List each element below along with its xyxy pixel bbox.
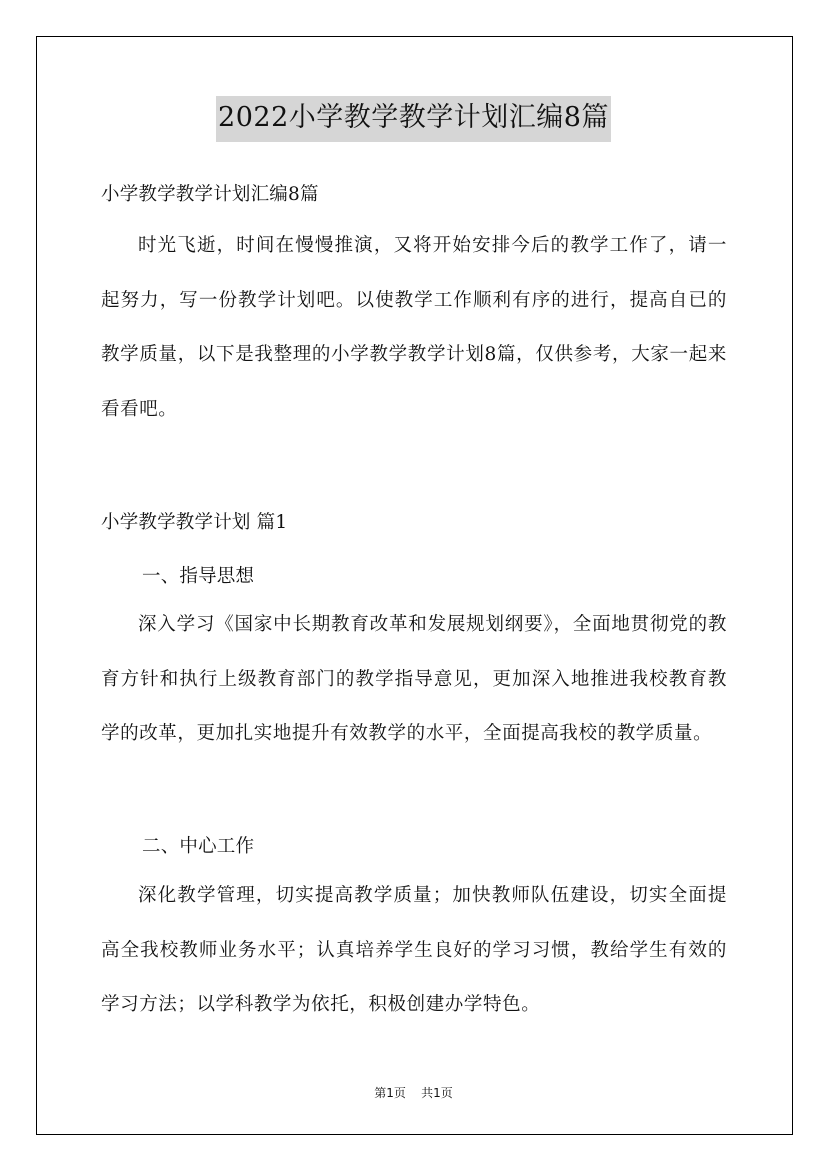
part-heading-guiding-thought: 一、指导思想 xyxy=(142,566,255,587)
part-heading-central-work: 二、中心工作 xyxy=(142,836,255,857)
page-total: 共1页 xyxy=(421,1086,453,1100)
document-title: 2022小学教学教学计划汇编8篇 xyxy=(216,96,611,142)
section-heading: 小学教学教学计划 篇1 xyxy=(101,512,288,533)
page-number: 第1页 xyxy=(374,1086,406,1100)
page-footer xyxy=(0,1084,827,1101)
intro-paragraph: 时光飞逝，时间在慢慢推演，又将开始安排今后的教学工作了，请一起努力，写一份教学计划吧。以使教学工作顺利有序的进行，提高自已的教学质量，以下是我整理的小学教学教学计划8篇，仅供参考，大家一起来看看吧。 xyxy=(101,235,727,420)
part-body-guiding-thought: 深入学习《国家中长期教育改革和发展规划纲要》，全面地贯彻党的教育方针和执行上级教育部门的教学指导意见，更加深入地推进我校教育教学的改革，更加扎实地提升有效教学的水平，全面提高我校的教学质量。 xyxy=(101,614,727,744)
title-container xyxy=(0,96,827,142)
part-body-central-work: 深化教学管理，切实提高教学质量；加快教师队伍建设，切实全面提高全我校教师业务水平；认真培养学生良好的学习习惯，教给学生有效的学习方法；以学科教学为依托，积极创建办学特色。 xyxy=(101,885,727,1015)
document-subtitle: 小学教学教学计划汇编8篇 xyxy=(101,184,319,205)
